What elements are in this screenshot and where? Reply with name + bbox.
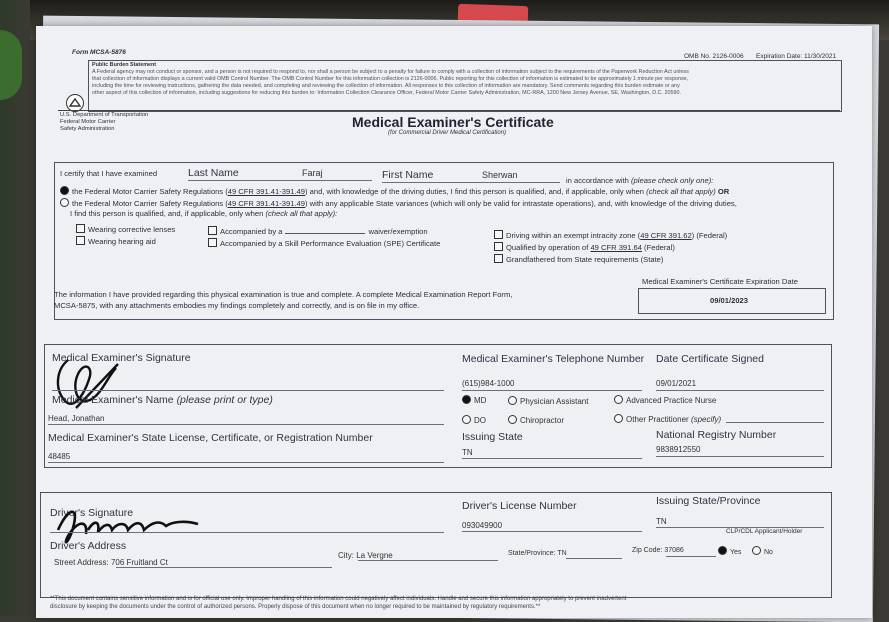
check-hearing — [76, 236, 156, 246]
checkbox-qualified[interactable] — [494, 242, 503, 251]
clp-label: CLP/CDL Applicant/Holder — [726, 528, 803, 535]
city-field — [338, 551, 393, 560]
waiver-blank[interactable] — [285, 233, 365, 234]
zip-line — [666, 556, 716, 557]
phone-value[interactable]: (615)984-1000 — [462, 379, 515, 388]
issuing-state-value[interactable]: TN — [462, 448, 473, 457]
driver-signature-line — [50, 532, 444, 533]
issuing-line — [462, 458, 642, 459]
last-name-value[interactable]: Faraj — [302, 168, 323, 178]
first-name-line — [382, 182, 560, 183]
date-signed-value[interactable]: 09/01/2021 — [656, 379, 697, 388]
check-qualified — [494, 242, 675, 252]
type-label: Advanced Practice Nurse — [626, 396, 717, 405]
no-label: No — [764, 549, 773, 556]
radio-no[interactable] — [752, 546, 761, 555]
zip-field — [632, 547, 684, 554]
check-label: Driving within an exempt intracity zone ( — [506, 231, 641, 240]
footer-line: **This document contains sensitive information and is for official use only. Improper handling of this information could negatively affect individuals. Handle and secure this information appropriately to prevent inadvertent — [50, 596, 627, 602]
license-value[interactable]: 48485 — [48, 452, 71, 461]
radio-pa[interactable] — [508, 396, 517, 405]
registry-label: National Registry Number — [656, 429, 777, 441]
first-name-label: First Name — [382, 169, 434, 181]
certificate-title: Medical Examiner's Certificate — [352, 114, 554, 130]
name-label: Medical Examiner's Name — [52, 394, 174, 406]
registry-value[interactable]: 9838912550 — [656, 445, 701, 454]
footer-line: disclosure by keeping the documents under the control of authorized persons. Properly dispose of this document when no longer required to be maintained by regulatory requirements.** — [50, 604, 541, 610]
radio-federal[interactable] — [60, 186, 69, 195]
option-or: OR — [717, 187, 730, 196]
checkbox-spe[interactable] — [208, 238, 217, 247]
sp-line — [566, 558, 622, 559]
checkbox-hearing[interactable] — [76, 236, 85, 245]
accordance-label: in accordance with — [566, 176, 629, 185]
radio-other[interactable] — [614, 414, 623, 423]
examiner-name-label — [52, 394, 273, 406]
check-lenses — [76, 224, 175, 234]
license-label: Medical Examiner's State License, Certificate, or Registration Number — [48, 432, 373, 444]
burden-line: other aspect of this collection of information, including suggestions for reducing this burden to: Information Collection Clearance Officer, Federal Motor Carrier Safety Administration, MC-RRA, 1200 New Jersey Avenue, SE, Washington, D.C. 20590. — [92, 90, 681, 96]
check-label: ) (Federal) — [691, 231, 728, 240]
option-text: I find this person is qualified, and, if applicable, only when — [70, 209, 264, 218]
specify-line — [726, 422, 824, 423]
first-name-value[interactable]: Sherwan — [482, 170, 518, 180]
license-line — [48, 462, 444, 463]
option-text: the Federal Motor Carrier Safety Regulations ( — [72, 199, 228, 208]
checkbox-grandfathered[interactable] — [494, 254, 503, 263]
checkbox-lenses[interactable] — [76, 224, 85, 233]
check-accompanied — [208, 226, 428, 236]
check-label: (Federal) — [641, 243, 675, 252]
cfr-link: 49 CFR 391.62 — [640, 231, 692, 240]
driver-state-label: Issuing State/Province — [656, 495, 761, 507]
type-other — [614, 414, 721, 424]
examiner-signature-icon — [46, 350, 126, 416]
name-line — [48, 424, 444, 425]
option-federal — [60, 186, 729, 196]
driver-license-label: Driver's License Number — [462, 500, 577, 512]
type-do — [462, 415, 486, 425]
examiner-signature-label: Medical Examiner's Signature — [52, 352, 191, 364]
type-label: Other Practitioner — [626, 415, 689, 424]
expiration-label: Medical Examiner's Certificate Expiration Date — [642, 277, 798, 286]
check-label: Wearing hearing aid — [88, 237, 156, 246]
type-label: MD — [474, 396, 487, 405]
specify-hint: (specify) — [690, 415, 722, 424]
agency-line: Safety Administration — [60, 126, 115, 132]
street-label: Street Address: — [54, 558, 109, 567]
type-apn — [614, 395, 716, 405]
divider — [58, 110, 840, 111]
agency-line: U.S. Department of Transportation — [60, 112, 149, 118]
burden-title: Public Burden Statement — [92, 62, 157, 68]
check-spe — [208, 238, 440, 248]
clp-yes — [718, 546, 741, 556]
signature-line — [52, 390, 444, 391]
option-state-variance-cont — [70, 209, 337, 218]
driver-state-value[interactable]: TN — [656, 517, 667, 526]
yes-label: Yes — [730, 549, 742, 556]
medical-certificate-document — [36, 26, 872, 618]
phone-label: Medical Examiner's Telephone Number — [462, 353, 645, 365]
driver-signature-label: Driver's Signature — [50, 507, 134, 519]
examiner-name-value[interactable]: Head, Jonathan — [48, 414, 105, 423]
type-label: Chiropractor — [520, 416, 565, 425]
driver-license-line — [462, 531, 642, 532]
option-text: the Federal Motor Carrier Safety Regulations ( — [72, 187, 228, 196]
checkbox-accompanied[interactable] — [208, 226, 217, 235]
option-hint: (check all that apply): — [265, 209, 338, 218]
option-hint: (check all that apply) — [646, 187, 716, 196]
option-text: ) and, with knowledge of the driving duties, I find this person is qualified, and, if applicable, only when — [305, 187, 644, 196]
check-label: Wearing corrective lenses — [88, 225, 176, 234]
accordance-text — [566, 176, 713, 185]
cfr-link: 49 CFR 391.41-391.49 — [227, 187, 306, 196]
agency-line: Federal Motor Carrier — [60, 119, 116, 125]
expiration-date: Expiration Date: 11/30/2021 — [756, 53, 837, 60]
city-line — [358, 560, 498, 561]
street-value[interactable]: 706 Fruitland Ct — [110, 558, 168, 567]
check-label: Accompanied by a — [220, 227, 283, 236]
driver-address-label: Driver's Address — [50, 540, 127, 552]
type-label: DO — [474, 416, 486, 425]
phone-line — [462, 390, 642, 391]
agency-name — [60, 112, 148, 133]
date-signed-label: Date Certificate Signed — [656, 353, 764, 365]
statement-line: MCSA-5875, with any attachments embodies my findings completely and correctly, and is on file in my office. — [54, 301, 420, 310]
driver-license-value[interactable]: 093049900 — [462, 521, 503, 530]
issuing-state-label: Issuing State — [462, 431, 523, 443]
zip-value[interactable]: 37086 — [664, 547, 684, 554]
radio-apn[interactable] — [614, 395, 623, 404]
option-state-variance — [60, 198, 737, 208]
check-intracity — [494, 230, 727, 240]
option-text: ) with any applicable State variances (which will only be valid for intrastate operations), and, with knowledge of the driving duties, — [305, 199, 737, 208]
check-label: waiver/exemption — [368, 227, 428, 236]
checkbox-intracity[interactable] — [494, 230, 503, 239]
state-province-field — [508, 550, 567, 557]
check-label: Grandfathered from State requirements (State) — [506, 255, 664, 264]
background-object — [0, 30, 22, 100]
city-label: City: — [338, 551, 354, 560]
radio-state-variance[interactable] — [60, 198, 69, 207]
type-pa — [508, 396, 588, 406]
statement-line: The information I have provided regarding this physical examination is true and complete. A complete Medical Examination Report Form, — [54, 290, 513, 299]
form-id: Form MCSA-5876 — [72, 49, 126, 56]
type-md — [462, 395, 486, 405]
registry-line — [656, 456, 824, 457]
type-label: Physician Assistant — [520, 397, 589, 406]
expiration-value[interactable]: 09/01/2023 — [710, 296, 749, 305]
last-name-line — [188, 180, 372, 181]
radio-chiro[interactable] — [508, 415, 517, 424]
check-grandfathered — [494, 254, 663, 264]
city-value[interactable]: La Vergne — [356, 551, 393, 560]
burden-line: A Federal agency may not conduct or sponsor, and a person is not required to respond to, nor shall a person be subject to a penalty for failure to comply with a collection of information subject to the requirements of the Paperwork Reduction Act unless — [92, 69, 689, 75]
certificate-subtitle: (for Commercial Driver Medical Certification) — [388, 130, 507, 136]
date-line — [656, 390, 824, 391]
check-one-hint: (please check only one): — [631, 176, 714, 185]
clp-no — [752, 546, 773, 556]
omb-number: OMB No. 2126-0006 — [684, 53, 744, 60]
sp-value[interactable]: TN — [557, 550, 567, 557]
burden-line: including the time for reviewing instructions, gathering the data needed, and completing and reviewing the collection of information. All responses to this collection of information are mandatory. Send comments regarding this burden estimate or any — [92, 83, 680, 89]
burden-line: that collection of information displays a current valid OMB Control Number. The OMB Control Number for this information collection is 2126-0006. Public reporting for this collection of information is estimated to be approximately 1 minute per response, — [92, 76, 689, 82]
zip-label: Zip Code: — [632, 547, 663, 554]
certify-intro: I certify that I have examined — [60, 169, 158, 178]
radio-do[interactable] — [462, 415, 471, 424]
radio-md[interactable] — [462, 395, 471, 404]
street-field — [54, 558, 168, 567]
type-chiro — [508, 415, 564, 425]
street-line — [116, 567, 332, 568]
cfr-link: 49 CFR 391.41-391.49 — [227, 199, 306, 208]
radio-yes[interactable] — [718, 546, 727, 555]
name-hint: (please print or type) — [176, 394, 273, 406]
check-label: Accompanied by a Skill Performance Evaluation (SPE) Certificate — [220, 239, 441, 248]
cfr-link: 49 CFR 391.64 — [590, 243, 642, 252]
check-label: Qualified by operation of — [506, 243, 591, 252]
last-name-label: Last Name — [188, 167, 239, 179]
sp-label: State/Province: — [508, 550, 556, 557]
